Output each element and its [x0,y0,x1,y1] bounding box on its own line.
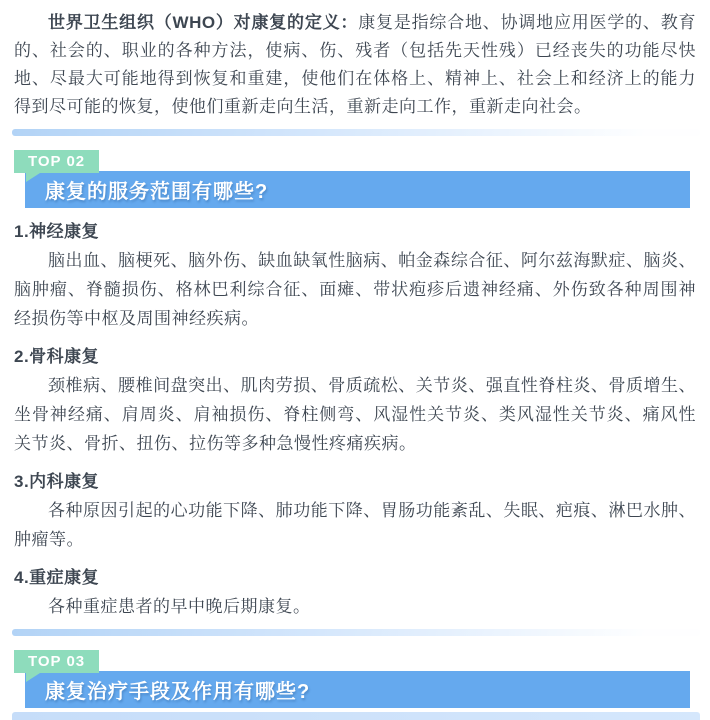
subsection-internal [14,470,696,554]
top03-banner-title: 康复治疗手段及作用有哪些? [45,681,311,703]
top03-banner [25,671,690,708]
intro-body-text: 康复是指综合地、协调地应用医学的、教育的、社会的、职业的各种方法，使病、伤、残者（包括先天性残）已经丧失的功能尽快地、尽最大可能地得到恢复和重建，使他们在体格上、精神上、社会上和经济上的能力得到尽可能的恢复，使他们重新走向生活，重新走向工作，重新走向社会。 [14,13,697,116]
top02-badge-tail [26,173,40,182]
top03-badge-tail [26,673,40,682]
subsection-ortho [14,345,696,458]
subsection-neuro-heading: 1.神经康复 [14,222,100,241]
intro-lead-bold: 世界卫生组织（WHO）对康复的定义： [48,13,359,32]
subsection-neuro [14,220,696,333]
subsection-icu [14,566,696,621]
subsection-ortho-heading: 2.骨科康复 [14,347,100,366]
top02-banner [25,171,690,208]
section-header-top03 [14,650,696,708]
card-divider-strip-2 [12,629,700,636]
subsection-internal-text: 各种原因引起的心功能下降、肺功能下降、胃肠功能紊乱、失眠、疤痕、淋巴水肿、肿瘤等。 [14,501,696,549]
intro-paragraph [14,9,696,121]
next-card-top-edge [12,712,700,720]
subsection-ortho-text: 颈椎病、腰椎间盘突出、肌肉劳损、骨质疏松、关节炎、强直性脊柱炎、骨质增生、坐骨神经痛、肩周炎、肩袖损伤、脊柱侧弯、风湿性关节炎、类风湿性关节炎、痛风性关节炎、骨折、扭伤、拉伤等多种急慢性疼痛疾病。 [14,376,696,453]
subsection-neuro-text: 脑出血、脑梗死、脑外伤、缺血缺氧性脑病、帕金森综合征、阿尔兹海默症、脑炎、脑肿瘤、脊髓损伤、格林巴利综合征、面瘫、带状疱疹后遗神经痛、外伤致各种周围神经损伤等中枢及周围神经疾病。 [14,251,696,328]
subsection-internal-heading: 3.内科康复 [14,472,100,491]
top02-badge: TOP 02 [14,150,99,173]
section-header-top02 [14,150,696,208]
top02-banner-title: 康复的服务范围有哪些? [45,181,269,203]
card-divider-strip-1 [12,129,700,136]
subsection-icu-text: 各种重症患者的早中晚后期康复。 [48,597,311,616]
top03-badge: TOP 03 [14,650,99,673]
subsection-icu-heading: 4.重症康复 [14,568,100,587]
